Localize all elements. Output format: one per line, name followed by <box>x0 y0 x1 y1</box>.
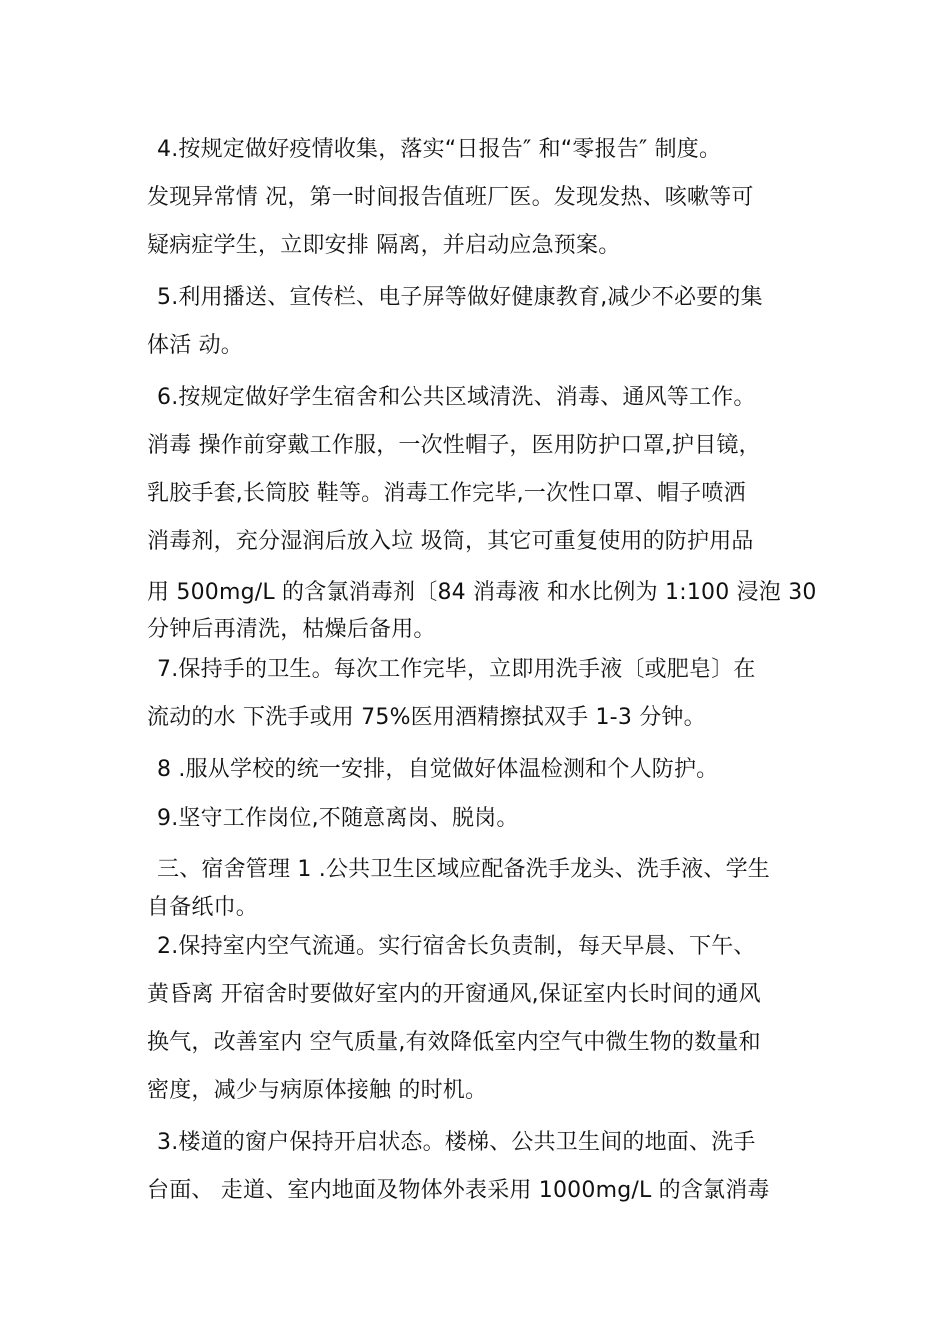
text-line: 换气，改善室内 空气质量,有效降低室内空气中微生物的数量和 <box>147 1030 761 1055</box>
text-line: 2.保持室内空气流通。实行宿舍长负责制，每天早晨、下午、 <box>157 934 756 959</box>
text-line: 乳胶手套,长筒胶 鞋等。消毒工作完毕,一次性口罩、帽子喷洒 <box>147 481 746 506</box>
text-line: 9.坚守工作岗位,不随意离岗、脱岗。 <box>157 806 519 831</box>
text-line: 流动的水 下洗手或用 75%医用酒精擦拭双手 1-3 分钟。 <box>147 705 706 730</box>
text-line: 3.楼道的窗户保持开启状态。楼梯、公共卫生间的地面、洗手 <box>157 1130 756 1155</box>
text-line: 用 500mg/L 的含氯消毒剂〔84 消毒液 和水比例为 1:100 浸泡 30 <box>147 580 817 605</box>
text-line: 黄昏离 开宿舍时要做好室内的开窗通风,保证室内长时间的通风 <box>147 982 761 1007</box>
text-line: 7.保持手的卫生。每次工作完毕，立即用洗手液〔或肥皂〕在 <box>157 657 756 682</box>
text-line: 6.按规定做好学生宿舍和公共区域清洗、消毒、通风等工作。 <box>157 385 756 410</box>
text-line: 消毒 操作前穿戴工作服，一次性帽子，医用防护口罩,护目镜， <box>147 433 761 458</box>
text-line: 8 .服从学校的统一安排，自觉做好体温检测和个人防护。 <box>157 757 719 782</box>
text-line: 4.按规定做好疫情收集，落实“日报告″ 和“零报告″ 制度。 <box>157 137 722 162</box>
text-line: 疑病症学生，立即安排 隔离，并启动应急预案。 <box>147 233 621 258</box>
text-line: 自备纸巾。 <box>147 895 259 920</box>
text-line: 密度，减少与病原体接触 的时机。 <box>147 1078 488 1103</box>
text-line: 三、宿舍管理 1 .公共卫生区域应配备洗手龙头、洗手液、学生 <box>157 857 770 882</box>
text-line: 台面、 走道、室内地面及物体外表采用 1000mg/L 的含氯消毒 <box>147 1178 770 1203</box>
text-line: 消毒剂，充分湿润后放入垃 圾筒，其它可重复使用的防护用品 <box>147 529 754 554</box>
text-line: 发现异常情 况，第一时间报告值班厂医。发现发热、咳嗽等可 <box>147 185 754 210</box>
text-line: 分钟后再清洗，枯燥后备用。 <box>147 617 436 642</box>
text-line: 5.利用播送、宣传栏、电子屏等做好健康教育,减少不必要的集 <box>157 285 763 310</box>
text-line: 体活 动。 <box>147 333 243 358</box>
